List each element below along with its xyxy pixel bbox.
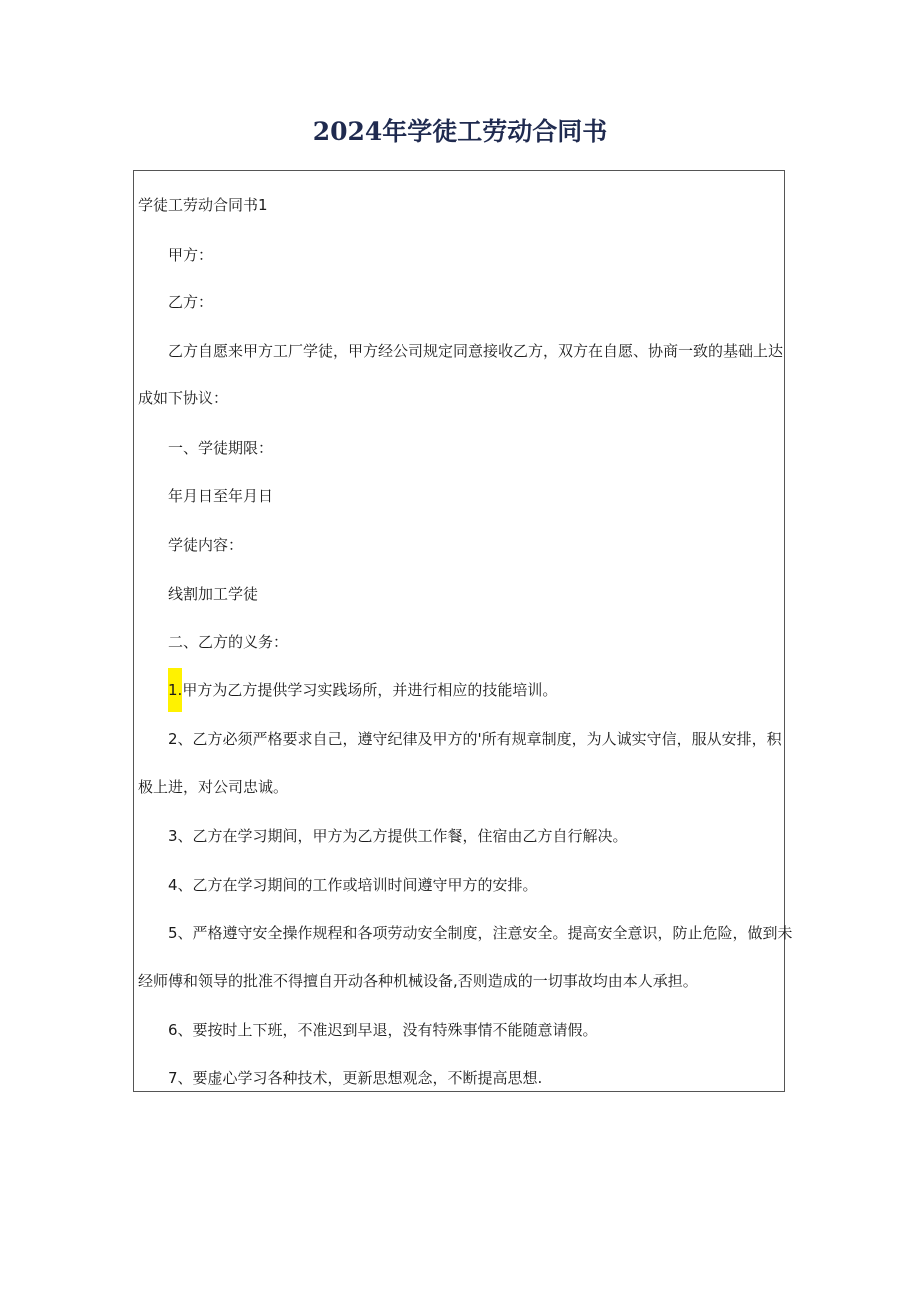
- document-title: 2024年学徒工劳动合同书: [312, 117, 608, 146]
- highlighted-item-number: 1.: [168, 668, 182, 712]
- contract-body-box: [133, 170, 793, 1092]
- party-b-label: 乙方：: [168, 293, 214, 311]
- intro-paragraph-line-1: 乙方自愿来甲方工厂学徒，甲方经公司规定同意接收乙方，双方在自愿、协商一致的基础上达: [168, 342, 784, 360]
- obligation-item-4: 4、乙方在学习期间的工作或培训时间遵守甲方的安排。: [168, 876, 538, 894]
- obligation-item-7: 7、要虚心学习各种技术，更新思想观念，不断提高思想.: [168, 1069, 543, 1087]
- obligation-item-6: 6、要按时上下班，不准迟到早退，没有特殊事情不能随意请假。: [168, 1021, 598, 1039]
- obligation-item-1-text: 甲方为乙方提供学习实践场所，并进行相应的技能培训。: [182, 681, 558, 699]
- obligation-item-2-line-2: 极上进，对公司忠诚。: [138, 778, 289, 796]
- obligation-item-5-line-1: 5、严格遵守安全操作规程和各项劳动安全制度，注意安全。提高安全意识，防止危险，做到未: [168, 924, 793, 942]
- intro-paragraph-line-2: 成如下协议：: [138, 389, 229, 407]
- term-dates: 年月日至年月日: [168, 487, 274, 505]
- contract-heading: 学徒工劳动合同书1: [138, 196, 268, 214]
- obligation-item-2-line-1: 2、乙方必须严格要求自己，遵守纪律及甲方的'所有规章制度，为人诚实守信，服从安排，积: [168, 730, 782, 748]
- content-value: 线割加工学徒: [168, 585, 259, 603]
- obligation-item-5-line-2: 经师傅和领导的批准不得擅自开动各种机械设备,否则造成的一切事故均由本人承担。: [138, 972, 698, 990]
- section-2-title: 二、乙方的义务：: [168, 633, 289, 651]
- obligation-item-3: 3、乙方在学习期间，甲方为乙方提供工作餐，住宿由乙方自行解决。: [168, 827, 628, 845]
- content-label: 学徒内容：: [168, 536, 244, 554]
- section-1-title: 一、学徒期限：: [168, 439, 274, 457]
- obligation-item-1: [168, 678, 557, 702]
- party-a-label: 甲方：: [168, 246, 214, 264]
